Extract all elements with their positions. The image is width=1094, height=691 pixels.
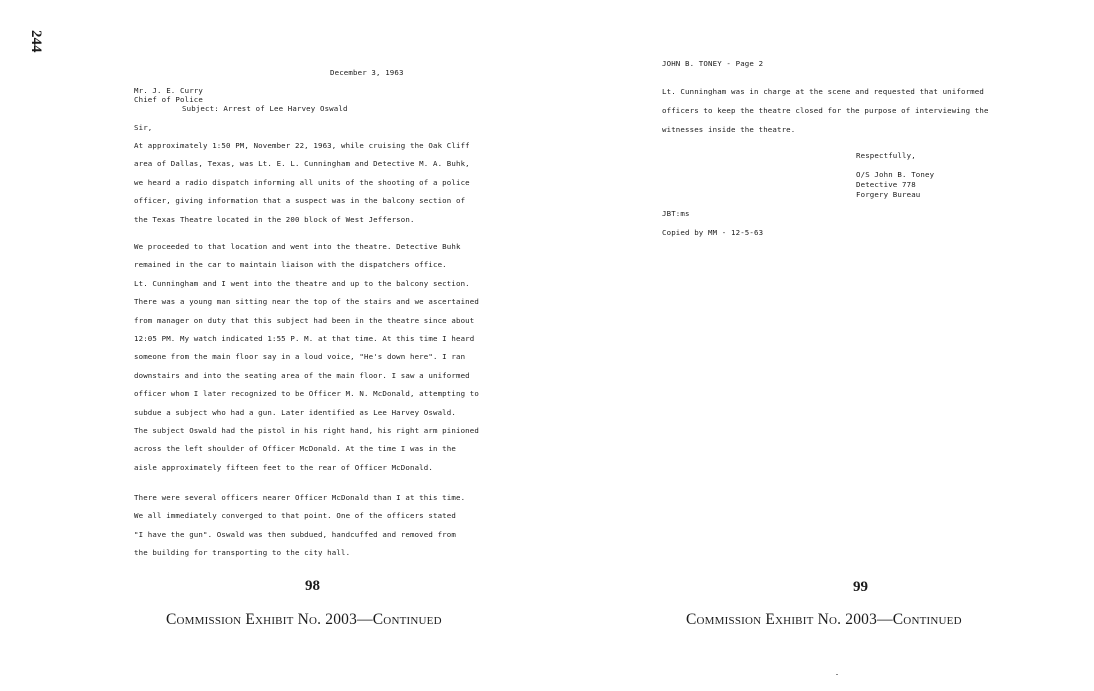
recipient-name: Mr. J. E. Curry [134, 86, 203, 95]
exhibit-caption: Commission Exhibit No. 2003—Continued [166, 611, 442, 628]
recipient-title: Chief of Police [134, 95, 203, 104]
text-line: subdue a subject who had a gun. Later identified as Lee Harvey Oswald. [134, 407, 456, 417]
subject-line: Subject: Arrest of Lee Harvey Oswald [182, 104, 348, 113]
closing: Respectfully, [856, 151, 916, 160]
typist-initials: JBT:ms [662, 209, 690, 218]
letter-date: December 3, 1963 [330, 68, 404, 77]
margin-page-number: 244 [28, 30, 44, 53]
copied-note: Copied by MM - 12-5-63 [662, 228, 764, 237]
text-line: At approximately 1:50 PM, November 22, 1963, while cruising the Oak Cliff [134, 141, 470, 150]
text-line: We proceeded to that location and went into the theatre. Detective Buhk [134, 242, 461, 251]
text-line: officers to keep the theatre closed for the purpose of interviewing the [662, 106, 989, 115]
text-line: witnesses inside the theatre. [662, 125, 796, 134]
page-number: 99 [853, 579, 868, 595]
signature-name: O/S John B. Toney [856, 170, 935, 179]
salutation: Sir, [134, 123, 153, 132]
signature-department: Forgery Bureau [856, 190, 921, 199]
text-line: We all immediately converged to that point. One of the officers stated [134, 511, 456, 521]
text-line: the building for transporting to the city hall. [134, 548, 351, 558]
text-line: 12:05 PM. My watch indicated 1:55 P. M. at that time. At this time I heard [134, 333, 475, 343]
page-number: 98 [305, 578, 320, 594]
text-line: across the left shoulder of Officer McDonald. At the time I was in the [134, 444, 456, 454]
signature-title: Detective 778 [856, 180, 916, 189]
scan-speck [836, 674, 838, 675]
paragraph-2 [134, 238, 479, 477]
text-line: from manager on duty that this subject had been in the theatre since about [134, 315, 475, 325]
text-line: There were several officers nearer Officer McDonald than I at this time. [134, 493, 466, 502]
text-line: The subject Oswald had the pistol in his right hand, his right arm pinioned [134, 425, 479, 435]
text-line: aisle approximately fifteen feet to the rear of Officer McDonald. [134, 462, 433, 472]
page-header: JOHN B. TONEY - Page 2 [662, 59, 764, 68]
text-line: There was a young man sitting near the top of the stairs and we ascertained [134, 297, 479, 307]
exhibit-caption: Commission Exhibit No. 2003—Continued [686, 611, 962, 628]
paragraph [662, 82, 989, 139]
text-line: downstairs and into the seating area of the main floor. I saw a uniformed [134, 370, 470, 380]
text-line: the Texas Theatre located in the 200 block of West Jefferson. [134, 214, 415, 224]
paragraph-3 [134, 489, 465, 563]
text-line: "I have the gun". Oswald was then subdued, handcuffed and removed from [134, 529, 456, 539]
text-line: Lt. Cunningham was in charge at the scene and requested that uniformed [662, 87, 984, 96]
paragraph-1 [134, 137, 470, 229]
text-line: officer, giving information that a suspect was in the balcony section of [134, 196, 466, 206]
text-line: we heard a radio dispatch informing all units of the shooting of a police [134, 177, 470, 187]
text-line: area of Dallas, Texas, was Lt. E. L. Cunningham and Detective M. A. Buhk, [134, 159, 470, 169]
text-line: officer whom I later recognized to be Officer M. N. McDonald, attempting to [134, 389, 479, 399]
text-line: Lt. Cunningham and I went into the theatre and up to the balcony section. [134, 278, 470, 288]
text-line: remained in the car to maintain liaison with the dispatchers office. [134, 260, 447, 270]
text-line: someone from the main floor say in a loud voice, "He's down here". I ran [134, 352, 466, 362]
